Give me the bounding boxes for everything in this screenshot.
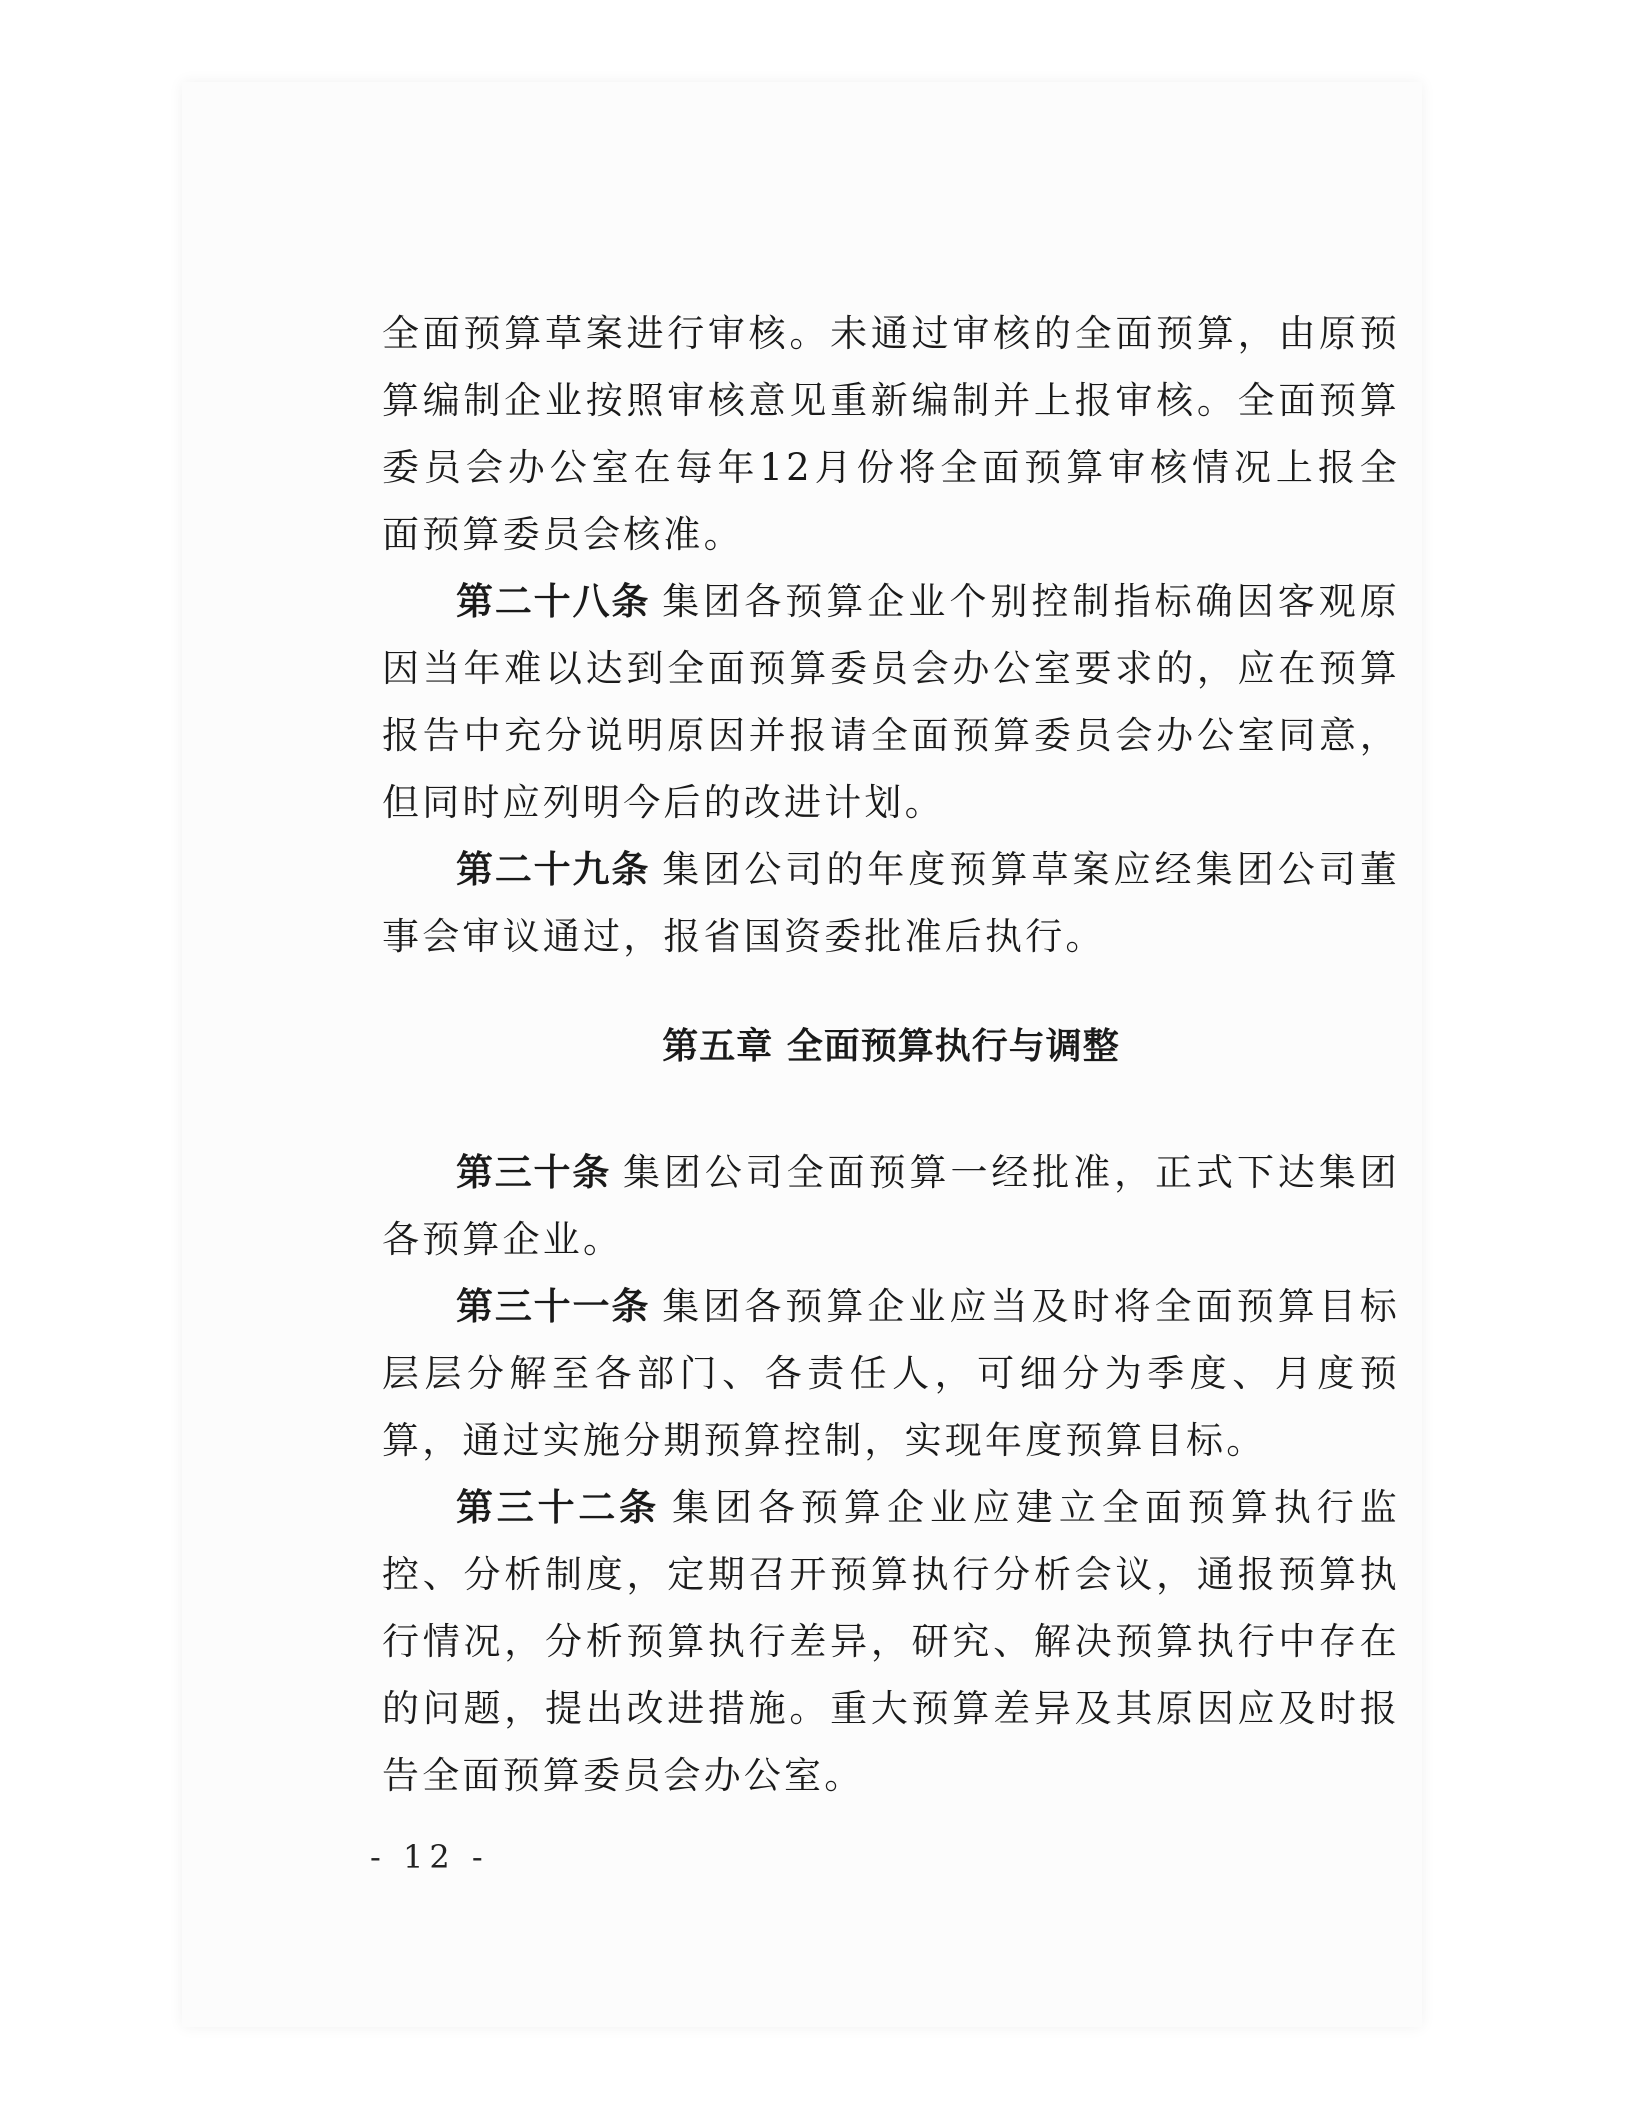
page-number: - 12 -	[370, 1838, 489, 1876]
article-text: 集团各预算企业应当及时将全面预算目标层层分解至各部门、各责任人，可细分为季度、月度预算，通过实施分期预算控制，实现年度预算目标。	[382, 1285, 1400, 1462]
article-31	[382, 1273, 1400, 1474]
article-heading: 第三十条	[456, 1151, 611, 1194]
article-28	[382, 568, 1400, 836]
article-heading: 第二十九条	[456, 848, 651, 891]
chapter-title: 第五章 全面预算执行与调整	[662, 1026, 1120, 1067]
article-heading: 第三十一条	[456, 1285, 651, 1328]
article-30	[382, 1139, 1400, 1273]
article-heading: 第二十八条	[456, 580, 651, 623]
article-text: 集团各预算企业应建立全面预算执行监控、分析制度，定期召开预算执行分析会议，通报预算执行情况，分析预算执行差异，研究、解决预算执行中存在的问题，提出改进措施。重大预算差异及其原因应及时报告全面预算委员会办公室。	[382, 1486, 1400, 1797]
article-text: 集团各预算企业个别控制指标确因客观原因当年难以达到全面预算委员会办公室要求的，应在预算报告中充分说明原因并报请全面预算委员会办公室同意，但同时应列明今后的改进计划。	[382, 580, 1400, 824]
paragraph-text: 全面预算草案进行审核。未通过审核的全面预算，由原预算编制企业按照审核意见重新编制并上报审核。全面预算委员会办公室在每年12月份将全面预算审核情况上报全面预算委员会核准。	[382, 312, 1400, 556]
paragraph-continued	[382, 300, 1400, 568]
article-29	[382, 836, 1400, 970]
document-body	[382, 300, 1400, 1809]
article-32	[382, 1474, 1400, 1809]
article-heading: 第三十二条	[456, 1486, 660, 1529]
article-text: 集团公司全面预算一经批准，正式下达集团各预算企业。	[382, 1151, 1400, 1261]
article-text: 集团公司的年度预算草案应经集团公司董事会审议通过，报省国资委批准后执行。	[382, 848, 1400, 958]
